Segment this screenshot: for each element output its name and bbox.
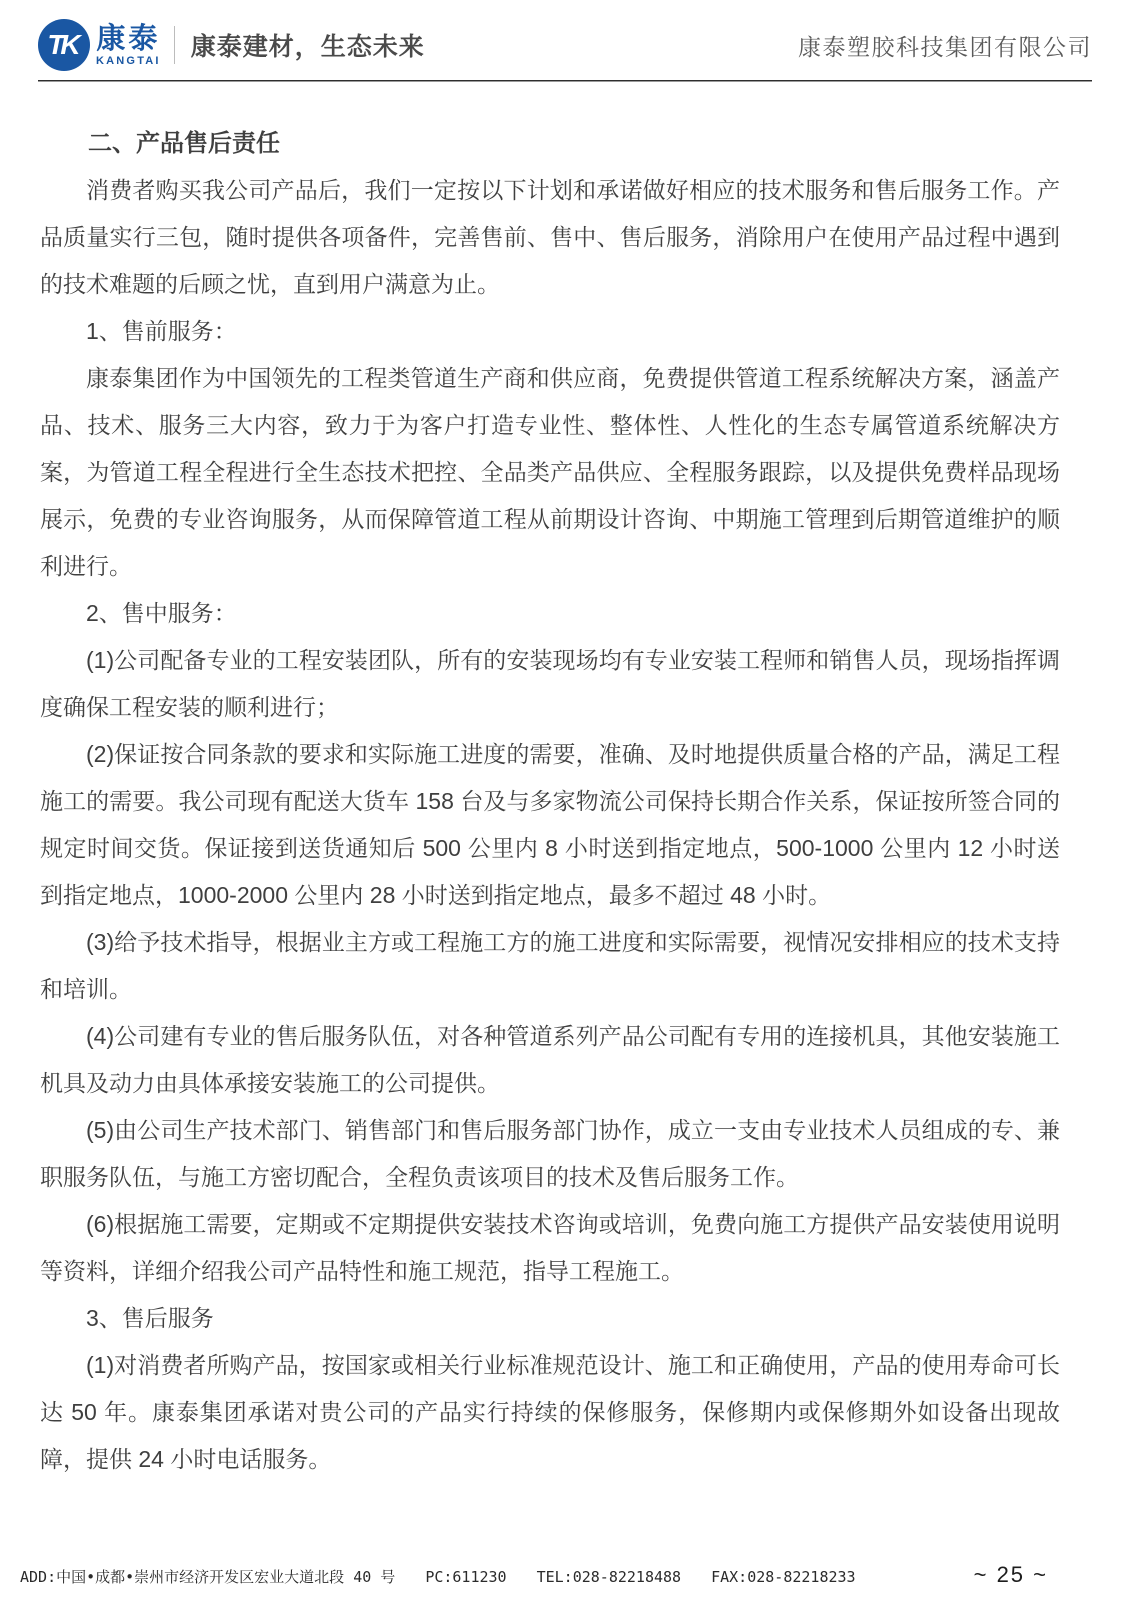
document-body [0,82,1128,1483]
paragraph-midsale-3: (3)给予技术指导，根据业主方或工程施工方的施工进度和实际需要，视情况安排相应的技术支持和培训。 [40,929,1060,1002]
page-number: ~ 25 ~ [973,1562,1048,1587]
paragraph-presale: 康泰集团作为中国领先的工程类管道生产商和供应商，免费提供管道工程系统解决方案，涵盖产品、技术、服务三大内容，致力于为客户打造专业性、整体性、人性化的生态专属管道系统解决方案，为管道工程全程进行全生态技术把控、全品类产品供应、全程服务跟踪，以及提供免费样品现场展示，免费的专业咨询服务，从而保障管道工程从前期设计咨询、中期施工管理到后期管道维护的顺利进行。 [40,365,1060,579]
paragraph-midsale-5: (5)由公司生产技术部门、销售部门和售后服务部门协作，成立一支由专业技术人员组成的专、兼职服务队伍，与施工方密切配合，全程负责该项目的技术及售后服务工作。 [40,1117,1060,1190]
section-title: 二、产品售后责任 [88,130,280,157]
footer-fax: FAX:028-82218233 [711,1568,856,1586]
paragraph-intro: 消费者购买我公司产品后，我们一定按以下计划和承诺做好相应的技术服务和售后服务工作。产品质量实行三包，随时提供各项备件，完善售前、售中、售后服务，消除用户在使用产品过程中遇到的技术难题的后顾之忧，直到用户满意为止。 [40,177,1060,297]
company-full-name: 康泰塑胶科技集团有限公司 [798,33,1092,60]
paragraph-midsale-1: (1)公司配备专业的工程安装团队，所有的安装现场均有专业安装工程师和销售人员，现场指挥调度确保工程安装的顺利进行； [40,647,1060,720]
section-heading-presale: 1、售前服务： [86,318,237,344]
page-footer [20,1562,1048,1588]
logo-tk-icon [38,19,90,71]
footer-address: ADD:中国•成都•崇州市经济开发区宏业大道北段 40 号 [20,1568,396,1586]
logo-brand-en: KANGTAI [96,54,161,67]
company-logo [38,19,161,71]
paragraph-aftersale-1: (1)对消费者所购产品，按国家或相关行业标准规范设计、施工和正确使用，产品的使用寿命可长达 50 年。康泰集团承诺对贵公司的产品实行持续的保修服务，保修期内或保修期外如设备出现故障，提供 24 小时电话服务。 [40,1352,1060,1472]
company-tagline: 康泰建材，生态未来 [190,33,425,61]
footer-telephone: TEL:028-82218488 [536,1568,682,1586]
section-heading-midsale: 2、售中服务： [86,600,237,626]
header-vertical-divider [174,26,175,64]
section-heading-aftersale: 3、售后服务 [86,1305,214,1331]
logo-brand-cn: 康泰 [96,22,161,55]
logo-wordmark [96,24,161,67]
paragraph-midsale-2: (2)保证按合同条款的要求和实际施工进度的需要，准确、及时地提供质量合格的产品，满足工程施工的需要。我公司现有配送大货车 158 台及与多家物流公司保持长期合作关系，保证按所签合同的规定时间交货。保证接到送货通知后 500 公里内 8 小时送到指定地点，500-1000 公里内 12 小时送到指定地点，1000-2000 公里内 28 小时送到指定地点，最多不超过 48 小时。 [40,741,1060,908]
page-header [0,0,1128,72]
footer-postal-code: PC:611230 [425,1568,507,1586]
paragraph-midsale-4: (4)公司建有专业的售后服务队伍，对各种管道系列产品公司配有专用的连接机具，其他安装施工机具及动力由具体承接安装施工的公司提供。 [40,1023,1060,1096]
logo-monogram: TK [47,29,77,60]
paragraph-midsale-6: (6)根据施工需要，定期或不定期提供安装技术咨询或培训，免费向施工方提供产品安装使用说明等资料，详细介绍我公司产品特性和施工规范，指导工程施工。 [40,1211,1060,1284]
